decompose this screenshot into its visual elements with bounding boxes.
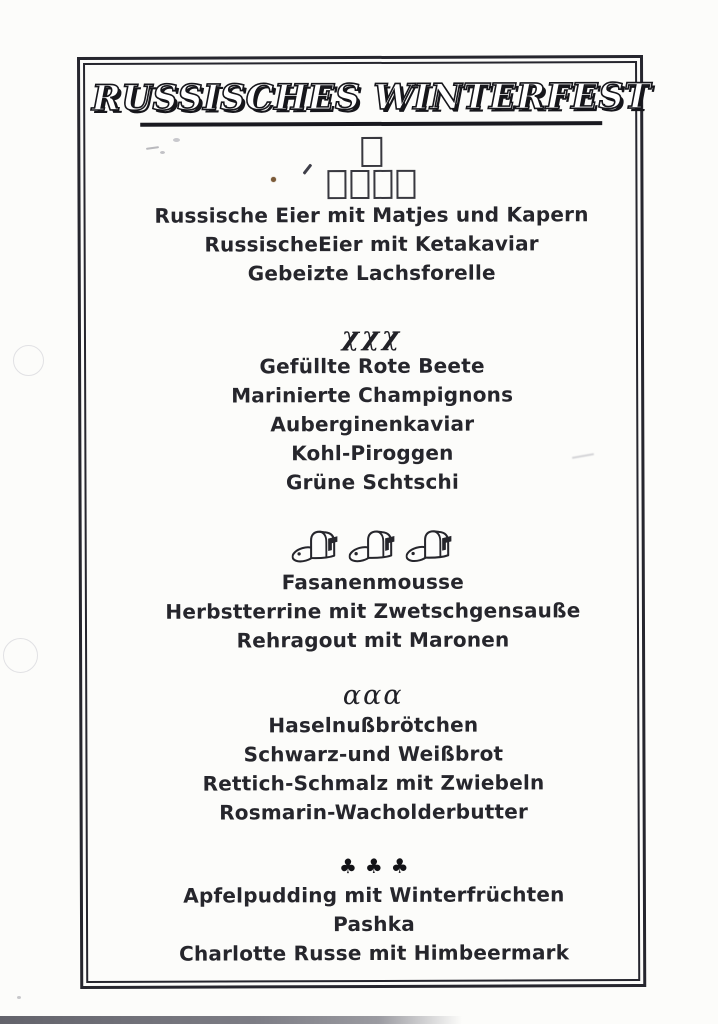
mailbox-separator <box>292 522 454 565</box>
menu-item: Rehragout mit Maronen <box>236 626 510 652</box>
menu-content <box>85 63 651 981</box>
menu-item: RussischeEier mit Ketakaviar <box>204 230 539 257</box>
missing-glyph-box-icon <box>373 170 392 199</box>
missing-glyph-separator-row1 <box>361 137 382 165</box>
menu-item: Rosmarin-Wacholderbutter <box>219 798 529 825</box>
menu-section-brot <box>202 710 544 827</box>
menu-item: Haselnußbrötchen <box>268 712 479 737</box>
menu-section-vorspeisen <box>154 200 588 289</box>
scan-speck <box>160 151 165 154</box>
menu-section-hauptgaenge <box>165 567 580 655</box>
mailbox-icon <box>406 523 454 563</box>
missing-glyph-separator-row2 <box>327 170 415 198</box>
menu-item: Rettich-Schmalz mit Zwiebeln <box>202 769 545 796</box>
menu-item: Russische Eier mit Matjes und Kapern <box>154 201 589 228</box>
menu-section-desserts <box>179 880 569 968</box>
page-title: RUSSISCHES WINTERFEST <box>91 75 651 119</box>
scan-speck <box>173 138 180 142</box>
missing-glyph-box-icon <box>361 136 382 166</box>
missing-glyph-box-icon <box>396 170 415 199</box>
menu-item: Apfelpudding mit Winterfrüchten <box>183 881 565 908</box>
menu-item: Marinierte Champignons <box>231 381 514 407</box>
mailbox-icon <box>292 524 340 564</box>
scan-edge-shadow <box>0 1016 462 1024</box>
menu-item: Gebeizte Lachsforelle <box>247 260 496 285</box>
scan-speck <box>271 177 276 182</box>
menu-item: Auberginenkaviar <box>270 411 475 436</box>
inner-border <box>83 61 651 983</box>
mailbox-icon <box>349 523 397 563</box>
title-underline <box>140 121 602 126</box>
menu-item: Herbstterrine mit Zwetschgensauße <box>165 597 581 624</box>
decorative-double-border <box>77 55 651 989</box>
menu-item: Grüne Schtschi <box>285 469 460 494</box>
chi-glyph-separator: χχχ <box>341 321 403 352</box>
missing-glyph-box-icon <box>350 170 369 199</box>
menu-item: Fasanenmousse <box>281 569 464 594</box>
punch-hole <box>13 345 44 376</box>
menu-item: Charlotte Russe mit Himbeermark <box>179 939 570 966</box>
alpha-glyph-separator: ααα <box>342 679 404 711</box>
menu-section-salate <box>231 351 514 497</box>
missing-glyph-box-icon <box>327 170 346 199</box>
menu-item: Schwarz-und Weißbrot <box>243 741 504 766</box>
menu-item: Pashka <box>333 911 415 936</box>
clubs-glyph-separator: ♣♣♣ <box>338 853 417 878</box>
menu-item: Kohl-Piroggen <box>291 440 454 465</box>
scan-speck <box>17 996 21 999</box>
punch-hole <box>3 638 38 673</box>
menu-item: Gefüllte Rote Beete <box>259 353 485 378</box>
